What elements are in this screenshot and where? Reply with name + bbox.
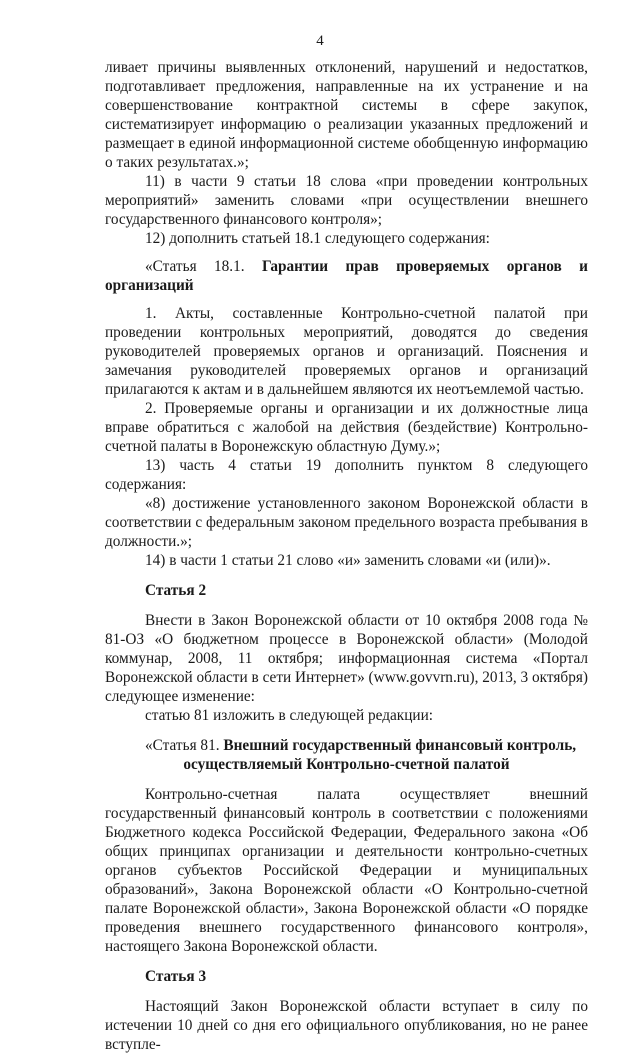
page-number: 4: [316, 33, 324, 49]
amendment-item-11: 11) в части 9 статьи 18 слова «при проведении контрольных мероприятий» заменить словами «при осуществлении внешнего государственного финансового контроля»;: [105, 173, 588, 228]
amendment-item-14: 14) в части 1 статьи 21 слово «и» заменить словами «и (или)».: [145, 552, 551, 569]
article-3-paragraph: Настоящий Закон Воронежской области вступает в силу по истечении 10 дней со дня его официального опубликования, но не ранее вступле-: [105, 998, 588, 1053]
article-18-1-part-2: 2. Проверяемые органы и организации и их должностные лица вправе обратиться с жалобой на действия (бездействие) Контрольно-счетной палаты в Воронежскую областную Думу.»;: [105, 400, 588, 455]
article-18-1-part-1: 1. Акты, составленные Контрольно-счетной палатой при проведении контрольных мероприятий, доводятся до сведения руководителей проверяемых органов и организаций. Пояснения и замечания руководителей проверяемых органов и организаций прилагаются к актам и в дальнейшем являются их неотъемлемой частью.: [105, 305, 588, 398]
item-8-text: «8) достижение установленного законом Воронежской области в соответствии с федеральным законом предельного возраста пребывания в должности.»;: [105, 495, 588, 550]
article-81-prefix: «Статья 81.: [145, 737, 224, 754]
amendment-item-13: 13) часть 4 статьи 19 дополнить пунктом 8 следующего содержания:: [105, 457, 588, 493]
article-2-instruction: статью 81 изложить в следующей редакции:: [145, 707, 434, 724]
article-81-paragraph: Контрольно-счетная палата осуществляет внешний государственный финансовый контроль в соответствии с положениями Бюджетного кодекса Российской Федерации, Федерального закона «Об общих принципах организации и деятельности контрольно-счетных органов субъектов Российской Федерации и муниципальных образований», Закона Воронежской области «О Контрольно-счетной палате Воронежской области», Закона Воронежской области «О порядке проведения внешнего государственного финансового контроля», настоящего Закона Воронежской области.: [105, 786, 588, 955]
amendment-item-12: 12) дополнить статьей 18.1 следующего содержания:: [145, 230, 490, 247]
article-3-heading: Статья 3: [145, 968, 207, 985]
article-81-title-line-1: Внешний государственный финансовый контроль,: [223, 737, 577, 754]
article-2-paragraph: Внести в Закон Воронежской области от 10 октября 2008 года № 81-ОЗ «О бюджетном процессе в Воронежской области» (Молодой коммунар, 2008, 11 октября; информационная система «Портал Воронежской области в сети Интернет» (www.govvrn.ru), 2013, 3 октября) следующее изменение:: [105, 612, 588, 705]
article-81-title-line-2: осуществляемый Контрольно-счетной палатой: [183, 756, 510, 773]
article-18-1-title: Гарантии прав проверяемых органов и организаций: [105, 258, 588, 294]
paragraph-continuation: ливает причины выявленных отклонений, нарушений и недостатков, подготавливает предложения, направленные на их устранение и на совершенствование контрактной системы в сфере закупок, систематизирует информацию о реализации указанных предложений и размещает в единой информационной системе обобщенную информацию о таких результатах.»;: [105, 59, 588, 171]
article-2-heading: Статья 2: [145, 582, 207, 599]
article-18-1-heading: [105, 257, 588, 295]
article-81-heading: [105, 736, 588, 755]
article-18-1-prefix: «Статья 18.1.: [145, 258, 262, 275]
